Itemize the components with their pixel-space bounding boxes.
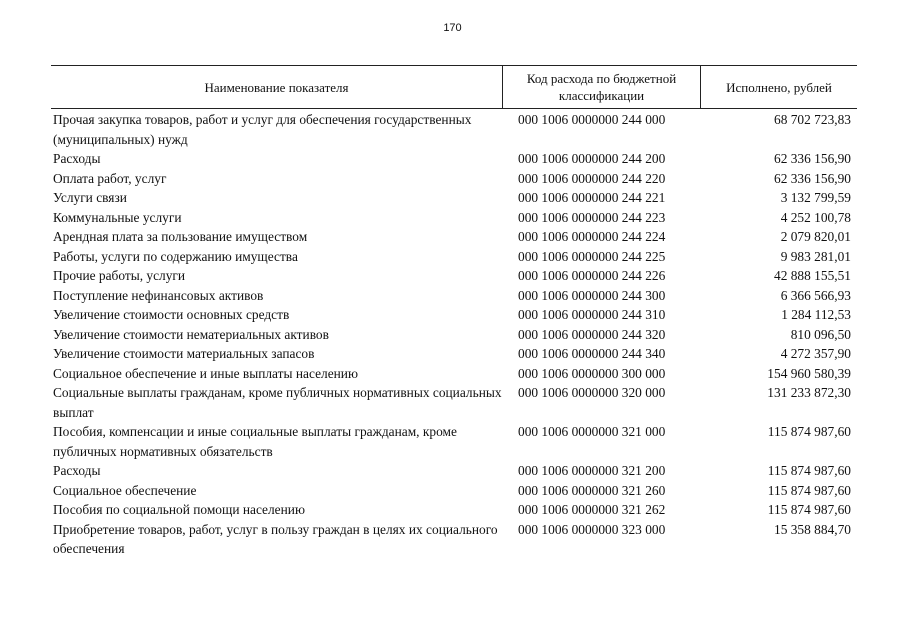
table-row xyxy=(51,188,857,208)
row-name: Услуги связи xyxy=(53,190,127,205)
row-name: Приобретение товаров, работ, услуг в пользу граждан в целях их социального обеспечения xyxy=(53,521,498,556)
row-name: Прочая закупка товаров, работ и услуг для обеспечения государственных (муниципальных) нужд xyxy=(53,112,472,147)
page-number: 170 xyxy=(443,22,462,34)
row-executed: 9 983 281,01 xyxy=(780,248,851,264)
row-executed: 68 702 723,83 xyxy=(774,112,851,127)
row-executed: 4 252 100,78 xyxy=(780,209,851,225)
table-row xyxy=(51,266,857,286)
row-executed: 6 366 566,93 xyxy=(780,287,851,303)
row-code: 000 1006 0000000 244 225 xyxy=(518,248,666,264)
row-code: 000 1006 0000000 321 260 xyxy=(518,482,666,498)
row-code: 000 1006 0000000 321 262 xyxy=(518,502,666,517)
row-name: Увеличение стоимости основных средств xyxy=(53,307,290,322)
row-executed: 3 132 799,59 xyxy=(780,190,851,205)
table-row xyxy=(51,149,857,169)
row-name: Коммунальные услуги xyxy=(53,209,182,225)
row-name: Расходы xyxy=(53,463,101,478)
table-body xyxy=(51,109,857,559)
row-executed: 15 358 884,70 xyxy=(774,521,851,537)
table-row xyxy=(51,383,857,422)
row-name: Пособия по социальной помощи населению xyxy=(53,502,305,517)
row-code: 000 1006 0000000 244 220 xyxy=(518,170,666,186)
header-name: Наименование показателя xyxy=(51,66,503,108)
row-executed: 1 284 112,53 xyxy=(781,307,851,322)
row-name: Социальные выплаты гражданам, кроме публичных нормативных социальных выплат xyxy=(53,385,502,420)
row-code: 000 1006 0000000 244 300 xyxy=(518,287,666,303)
row-executed: 115 874 987,60 xyxy=(767,463,851,478)
table-row xyxy=(51,344,857,364)
row-code: 000 1006 0000000 321 000 xyxy=(518,424,666,439)
table-row xyxy=(51,247,857,267)
row-name: Расходы xyxy=(53,151,101,166)
row-code: 000 1006 0000000 244 221 xyxy=(518,190,666,205)
row-code: 000 1006 0000000 321 200 xyxy=(518,463,666,478)
row-code: 000 1006 0000000 300 000 xyxy=(518,365,666,381)
row-code: 000 1006 0000000 244 200 xyxy=(518,151,666,166)
row-code: 000 1006 0000000 320 000 xyxy=(518,385,666,400)
row-name: Работы, услуги по содержанию имущества xyxy=(53,248,298,264)
row-name: Увеличение стоимости нематериальных активов xyxy=(53,326,329,342)
table-row xyxy=(51,110,857,149)
row-code: 000 1006 0000000 244 226 xyxy=(518,268,666,283)
row-executed: 62 336 156,90 xyxy=(774,151,851,166)
row-code: 000 1006 0000000 244 000 xyxy=(518,112,666,127)
row-code: 000 1006 0000000 244 320 xyxy=(518,326,666,342)
table-row xyxy=(51,461,857,481)
row-name: Поступление нефинансовых активов xyxy=(53,287,264,303)
header-code: Код расхода по бюджетной классификации xyxy=(503,66,701,108)
table-row xyxy=(51,169,857,189)
table-row xyxy=(51,305,857,325)
row-code: 000 1006 0000000 244 224 xyxy=(518,229,666,244)
table-row xyxy=(51,500,857,520)
row-code: 000 1006 0000000 323 000 xyxy=(518,521,666,537)
row-name: Социальное обеспечение и иные выплаты населению xyxy=(53,365,358,381)
row-code: 000 1006 0000000 244 223 xyxy=(518,209,666,225)
row-name: Увеличение стоимости материальных запасов xyxy=(53,346,315,361)
row-executed: 115 874 987,60 xyxy=(767,502,851,517)
table-row xyxy=(51,481,857,501)
row-code: 000 1006 0000000 244 340 xyxy=(518,346,666,361)
row-executed: 4 272 357,90 xyxy=(780,346,851,361)
table-header xyxy=(51,65,857,109)
table-row xyxy=(51,286,857,306)
table-row xyxy=(51,325,857,345)
header-executed: Исполнено, рублей xyxy=(726,79,832,95)
row-executed: 2 079 820,01 xyxy=(780,229,851,244)
row-code: 000 1006 0000000 244 310 xyxy=(518,307,666,322)
row-name: Арендная плата за пользование имуществом xyxy=(53,229,308,244)
row-name: Пособия, компенсации и иные социальные выплаты гражданам, кроме публичных нормативных обязательств xyxy=(53,424,457,459)
table-row xyxy=(51,422,857,461)
table-row xyxy=(51,520,857,559)
row-executed: 154 960 580,39 xyxy=(767,365,851,381)
row-name: Прочие работы, услуги xyxy=(53,268,186,283)
row-name: Социальное обеспечение xyxy=(53,482,197,498)
table-row xyxy=(51,208,857,228)
row-executed: 131 233 872,30 xyxy=(767,385,851,400)
table-row xyxy=(51,364,857,384)
row-executed: 115 874 987,60 xyxy=(767,424,851,439)
row-executed: 42 888 155,51 xyxy=(774,268,851,283)
row-executed: 62 336 156,90 xyxy=(774,170,851,186)
table-row xyxy=(51,227,857,247)
row-name: Оплата работ, услуг xyxy=(53,170,167,186)
budget-table xyxy=(51,65,857,559)
row-executed: 810 096,50 xyxy=(790,326,851,342)
row-executed: 115 874 987,60 xyxy=(767,482,851,498)
